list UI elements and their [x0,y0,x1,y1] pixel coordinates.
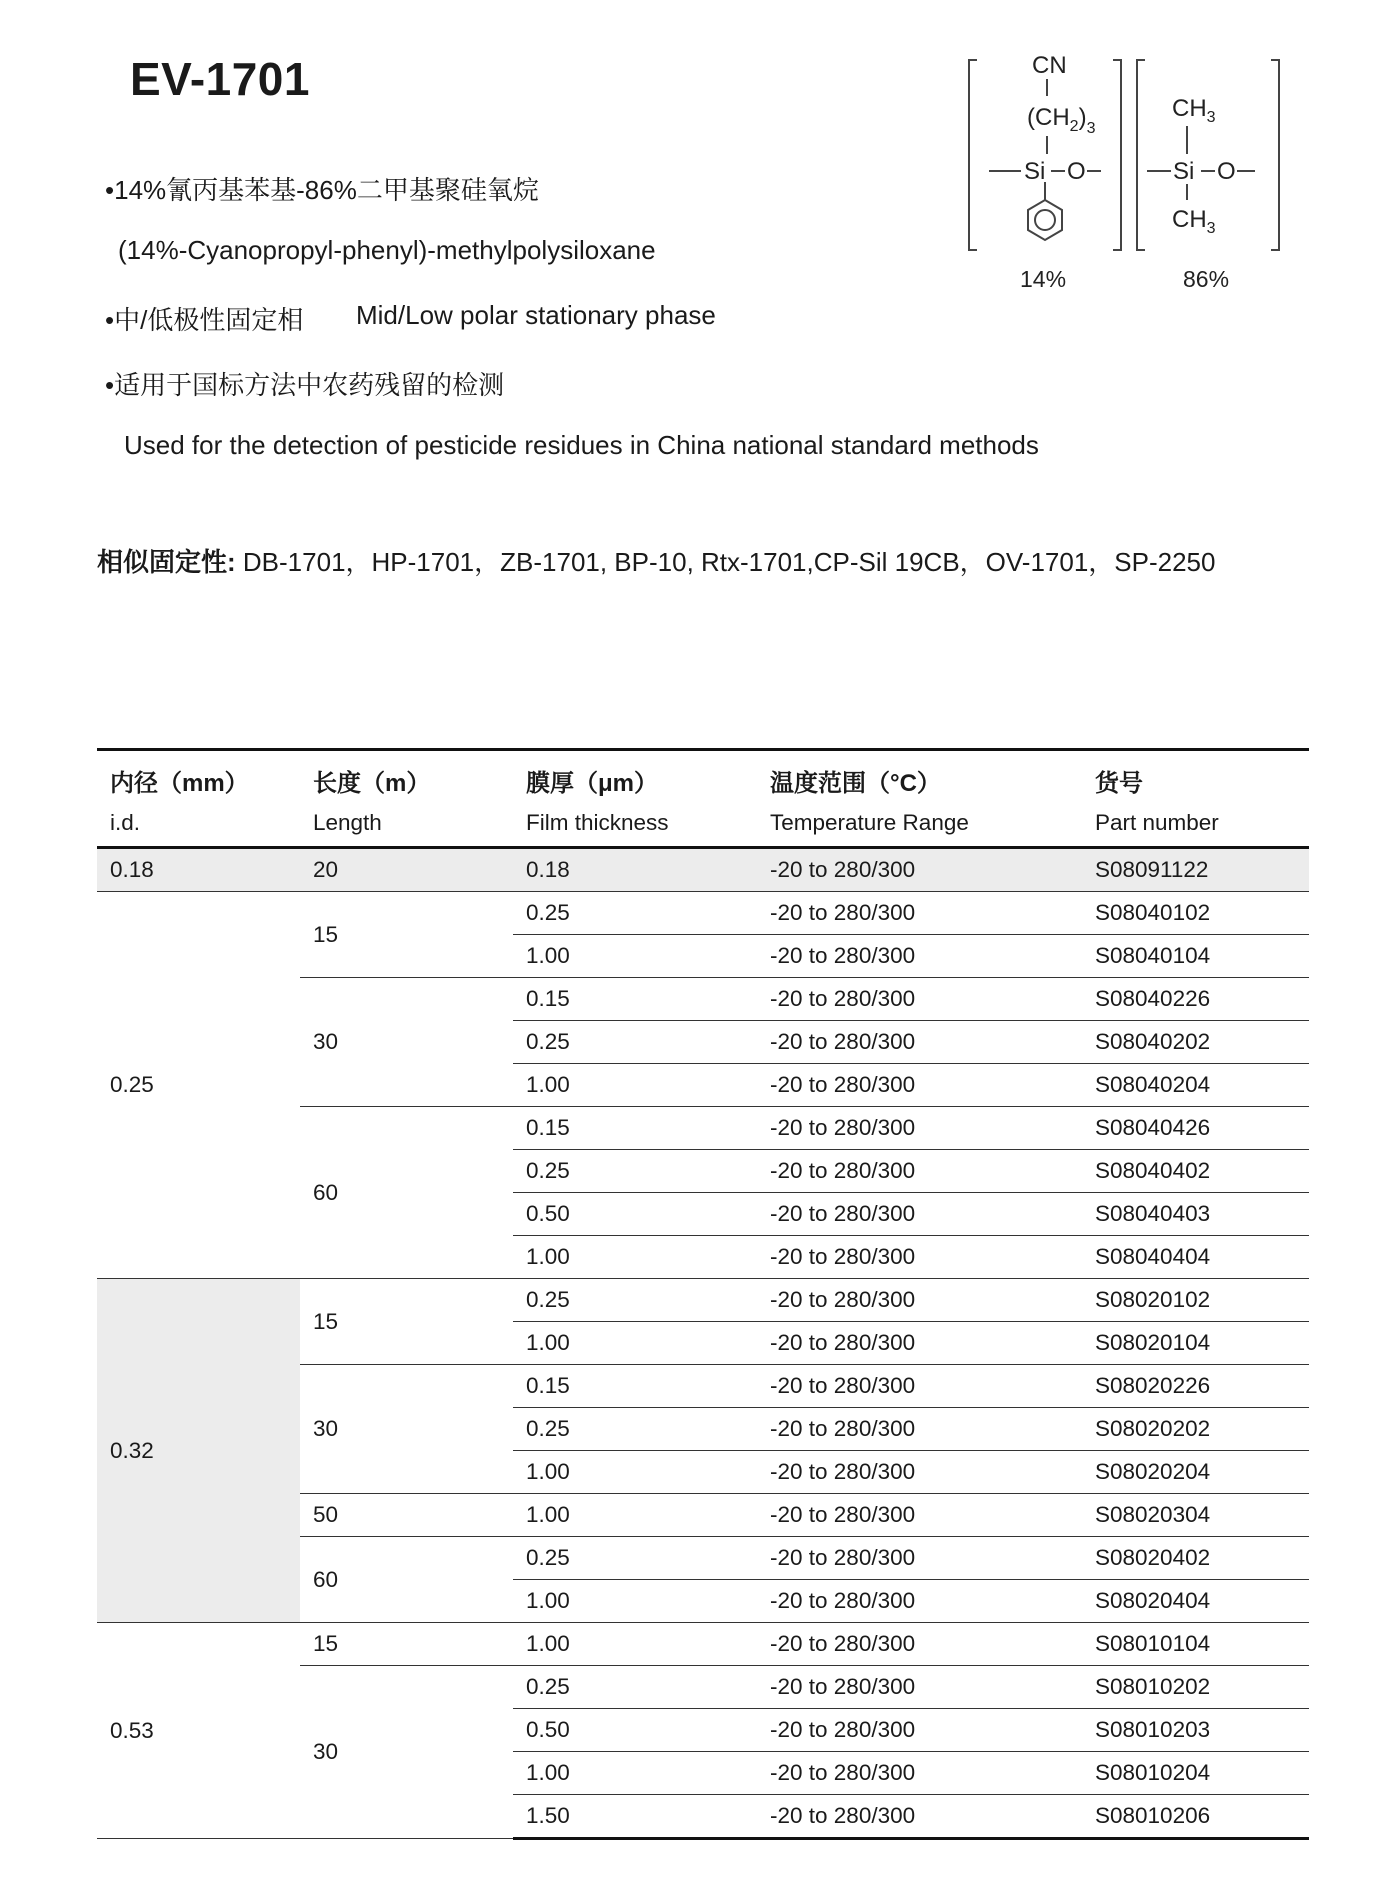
cell-part: S08040204 [1082,1064,1309,1107]
chemical-structure [965,50,1325,300]
cell-temp: -20 to 280/300 [757,892,1082,935]
cell-temp: -20 to 280/300 [757,1193,1082,1236]
cell-temp: -20 to 280/300 [757,1107,1082,1150]
ch3-bottom-label: $CH_3$ [1172,206,1216,237]
cyanopropyl-phenyl-unit [969,52,1121,292]
cell-film: 1.00 [513,1752,757,1795]
cell-part: S08010202 [1082,1666,1309,1709]
cell-part: S08010203 [1082,1709,1309,1752]
similar-phases-label: 相似固定性: [97,547,236,577]
cell-film: 0.25 [513,1150,757,1193]
cell-part: S08020404 [1082,1580,1309,1623]
si-left-label: Si [1024,158,1046,185]
cell-temp: -20 to 280/300 [757,1021,1082,1064]
cell-part: S08010204 [1082,1752,1309,1795]
cell-temp: -20 to 280/300 [757,978,1082,1021]
cn-group-label: CN [1032,52,1067,79]
cell-part: S08010104 [1082,1623,1309,1666]
cell-part: S08040104 [1082,935,1309,978]
cell-id: 0.53 [97,1623,300,1839]
table-row [97,892,1309,935]
cell-part: S08040426 [1082,1107,1309,1150]
header-part-number: 货号 Part number [1082,750,1309,848]
cell-temp: -20 to 280/300 [757,1150,1082,1193]
header-length: 长度（m） Length [300,750,513,848]
o-left-label: O [1067,158,1086,185]
table-row [97,1623,1309,1666]
cell-film: 0.25 [513,1021,757,1064]
table-row [97,1279,1309,1322]
cell-temp: -20 to 280/300 [757,1322,1082,1365]
cell-temp: -20 to 280/300 [757,1451,1082,1494]
cell-temp: -20 to 280/300 [757,1064,1082,1107]
specification-table [97,748,1309,1840]
cell-part: S08040403 [1082,1193,1309,1236]
cell-temp: -20 to 280/300 [757,935,1082,978]
cell-length: 50 [300,1494,513,1537]
cell-part: S08010206 [1082,1795,1309,1839]
similar-phases-list: DB-1701，HP-1701，ZB-1701, BP-10, Rtx-1701,CP-Sil 19CB，OV-1701，SP-2250 [242,547,1216,577]
bullet-usage-en: Used for the detection of pesticide residues in China national standard methods [124,430,1039,460]
ch2-group-label: $(CH_2)_3$ [1027,104,1096,137]
cell-part: S08091122 [1082,848,1309,892]
ch3-top-label: $CH_3$ [1172,95,1216,126]
dimethyl-unit [1137,60,1279,292]
bullet-polarity-zh: •中/低极性固定相 [105,305,304,335]
cell-part: S08020304 [1082,1494,1309,1537]
cell-temp: -20 to 280/300 [757,1580,1082,1623]
bullet-usage-zh: •适用于国标方法中农药残留的检测 [105,370,505,400]
cell-length: 30 [300,1365,513,1494]
cell-film: 0.15 [513,978,757,1021]
cell-length: 60 [300,1537,513,1623]
cell-part: S08020102 [1082,1279,1309,1322]
cell-temp: -20 to 280/300 [757,1494,1082,1537]
bullet-polarity-en: Mid/Low polar stationary phase [356,300,716,330]
percent-14: 14% [1020,266,1067,292]
cell-part: S08020202 [1082,1408,1309,1451]
cell-film: 0.15 [513,1107,757,1150]
cell-film: 0.25 [513,1408,757,1451]
cell-film: 0.15 [513,1365,757,1408]
cell-temp: -20 to 280/300 [757,1279,1082,1322]
cell-film: 0.25 [513,1537,757,1580]
cell-temp: -20 to 280/300 [757,1408,1082,1451]
cell-length: 30 [300,1666,513,1839]
cell-film: 1.00 [513,1623,757,1666]
cell-film: 0.25 [513,1666,757,1709]
cell-temp: -20 to 280/300 [757,1795,1082,1839]
cell-film: 1.00 [513,1580,757,1623]
cell-film: 0.50 [513,1709,757,1752]
cell-part: S08040404 [1082,1236,1309,1279]
cell-film: 1.00 [513,1322,757,1365]
cell-film: 0.25 [513,1279,757,1322]
cell-temp: -20 to 280/300 [757,1666,1082,1709]
table-row [97,848,1309,892]
cell-id: 0.25 [97,892,300,1279]
cell-film: 0.18 [513,848,757,892]
cell-id: 0.18 [97,848,300,892]
cell-length: 15 [300,1623,513,1666]
benzene-ring [1028,200,1062,240]
header-id: 内径（mm） i.d. [97,750,300,848]
cell-length: 60 [300,1107,513,1279]
cell-part: S08020204 [1082,1451,1309,1494]
cell-temp: -20 to 280/300 [757,1623,1082,1666]
cell-temp: -20 to 280/300 [757,1236,1082,1279]
cell-part: S08040102 [1082,892,1309,935]
cell-part: S08040226 [1082,978,1309,1021]
bullet-phase-en: (14%-Cyanopropyl-phenyl)-methylpolysiloxane [118,235,656,265]
product-title: EV-1701 [130,53,310,105]
cell-part: S08020226 [1082,1365,1309,1408]
cell-film: 0.50 [513,1193,757,1236]
cell-length: 20 [300,848,513,892]
o-right-label: O [1217,158,1236,185]
cell-temp: -20 to 280/300 [757,1752,1082,1795]
bullet-phase-zh: •14%氰丙基苯基-86%二甲基聚硅氧烷 [105,175,539,205]
cell-temp: -20 to 280/300 [757,1537,1082,1580]
si-right-label: Si [1173,158,1195,185]
cell-temp: -20 to 280/300 [757,1709,1082,1752]
header-film: 膜厚（μm） Film thickness [513,750,757,848]
cell-temp: -20 to 280/300 [757,848,1082,892]
similar-phases [97,542,1215,579]
cell-film: 1.00 [513,1236,757,1279]
cell-film: 1.00 [513,1064,757,1107]
cell-temp: -20 to 280/300 [757,1365,1082,1408]
percent-86: 86% [1183,266,1230,292]
cell-film: 1.00 [513,1494,757,1537]
header-temperature: 温度范围（°C） Temperature Range [757,750,1082,848]
cell-film: 1.00 [513,935,757,978]
cell-length: 30 [300,978,513,1107]
cell-length: 15 [300,1279,513,1365]
cell-part: S08020104 [1082,1322,1309,1365]
table-header-row [97,750,1309,848]
cell-id: 0.32 [97,1279,300,1623]
cell-film: 1.50 [513,1795,757,1839]
cell-part: S08020402 [1082,1537,1309,1580]
cell-film: 0.25 [513,892,757,935]
cell-part: S08040402 [1082,1150,1309,1193]
cell-length: 15 [300,892,513,978]
cell-film: 1.00 [513,1451,757,1494]
cell-part: S08040202 [1082,1021,1309,1064]
